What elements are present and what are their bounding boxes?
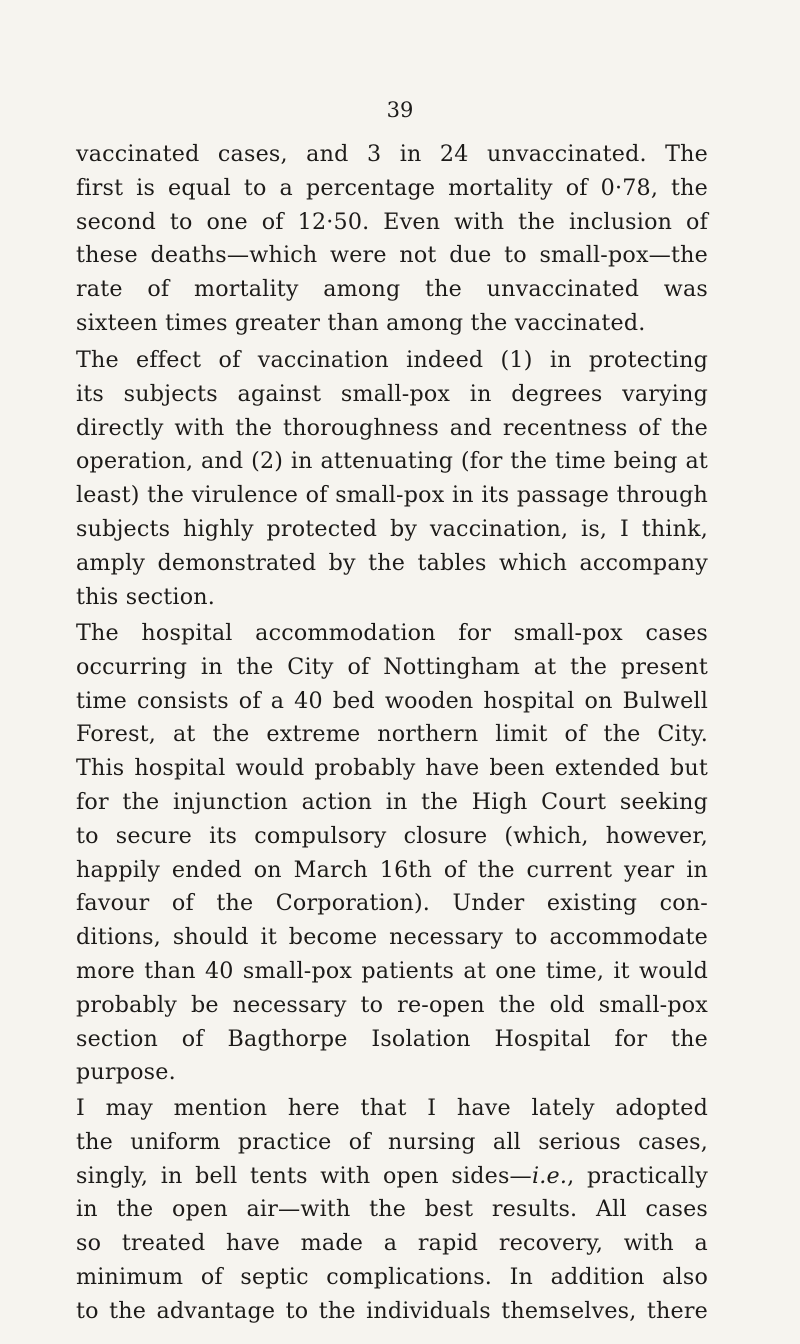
- text-line: minimum of septic complications. In addition also: [76, 1263, 708, 1290]
- text-line: occurring in the City of Nottingham at the present: [76, 653, 708, 680]
- text-line: in the open air—with the best results. All cases: [76, 1196, 708, 1223]
- page-number: 39: [386, 98, 414, 122]
- text-line: This hospital would probably have been extended but: [76, 755, 708, 782]
- paragraph-3: [76, 617, 708, 1090]
- text-line: ditions, should it become necessary to accommodate: [76, 924, 708, 951]
- text-line: happily ended on March 16th of the current year in: [76, 856, 708, 883]
- text-line: The hospital accommodation for small-pox cases: [76, 620, 708, 646]
- text-line: second to one of 12·50. Even with the inclusion of: [76, 208, 708, 235]
- text-line: rate of mortality among the unvaccinated was: [76, 276, 708, 303]
- text-line: The effect of vaccination indeed (1) in protecting: [76, 347, 708, 373]
- text-line: so treated have made a rapid recovery, with a: [76, 1230, 708, 1257]
- text-line-with-italic: [76, 1160, 708, 1194]
- paragraph-2: [76, 344, 708, 614]
- text-line: more than 40 small-pox patients at one time, it would: [76, 957, 708, 984]
- text-line: favour of the Corporation). Under existing con-: [76, 890, 708, 917]
- text-line: I may mention here that I have lately adopted: [76, 1095, 708, 1121]
- text-line: amply demonstrated by the tables which accompany: [76, 549, 708, 576]
- text-segment: , practically: [567, 1162, 709, 1189]
- text-line: time consists of a 40 bed wooden hospital on Bulwell: [76, 687, 708, 714]
- text-line: probably be necessary to re-open the old small-pox: [76, 991, 708, 1018]
- text-line: first is equal to a percentage mortality of 0·78, the: [76, 174, 708, 201]
- paragraph-4: [76, 1092, 708, 1329]
- text-line: its subjects against small-pox in degrees varying: [76, 380, 708, 407]
- text-line: Forest, at the extreme northern limit of the City.: [76, 721, 708, 748]
- text-line: purpose.: [76, 1059, 176, 1086]
- text-line: operation, and (2) in attenuating (for the time being at: [76, 448, 708, 475]
- text-line: to secure its compulsory closure (which, however,: [76, 822, 708, 849]
- text-line: this section.: [76, 583, 215, 610]
- text-line: vaccinated cases, and 3 in 24 unvaccinated. The: [76, 141, 708, 167]
- text-line: the uniform practice of nursing all serious cases,: [76, 1128, 708, 1155]
- text-line: least) the virulence of small-pox in its passage through: [76, 482, 708, 509]
- paragraph-1: [76, 138, 708, 341]
- text-line: these deaths—which were not due to small-pox—the: [76, 242, 708, 269]
- text-line: for the injunction action in the High Court seeking: [76, 788, 708, 815]
- text-line: directly with the thoroughness and recentness of the: [76, 414, 708, 441]
- text-line: section of Bagthorpe Isolation Hospital for the: [76, 1025, 708, 1052]
- text-segment: singly, in bell tents with open sides—: [76, 1162, 532, 1189]
- text-line: sixteen times greater than among the vaccinated.: [76, 309, 646, 336]
- text-line: subjects highly protected by vaccination, is, I think,: [76, 515, 708, 542]
- italic-abbreviation: i.e.: [531, 1162, 568, 1189]
- text-line: to the advantage to the individuals themselves, there: [76, 1297, 708, 1324]
